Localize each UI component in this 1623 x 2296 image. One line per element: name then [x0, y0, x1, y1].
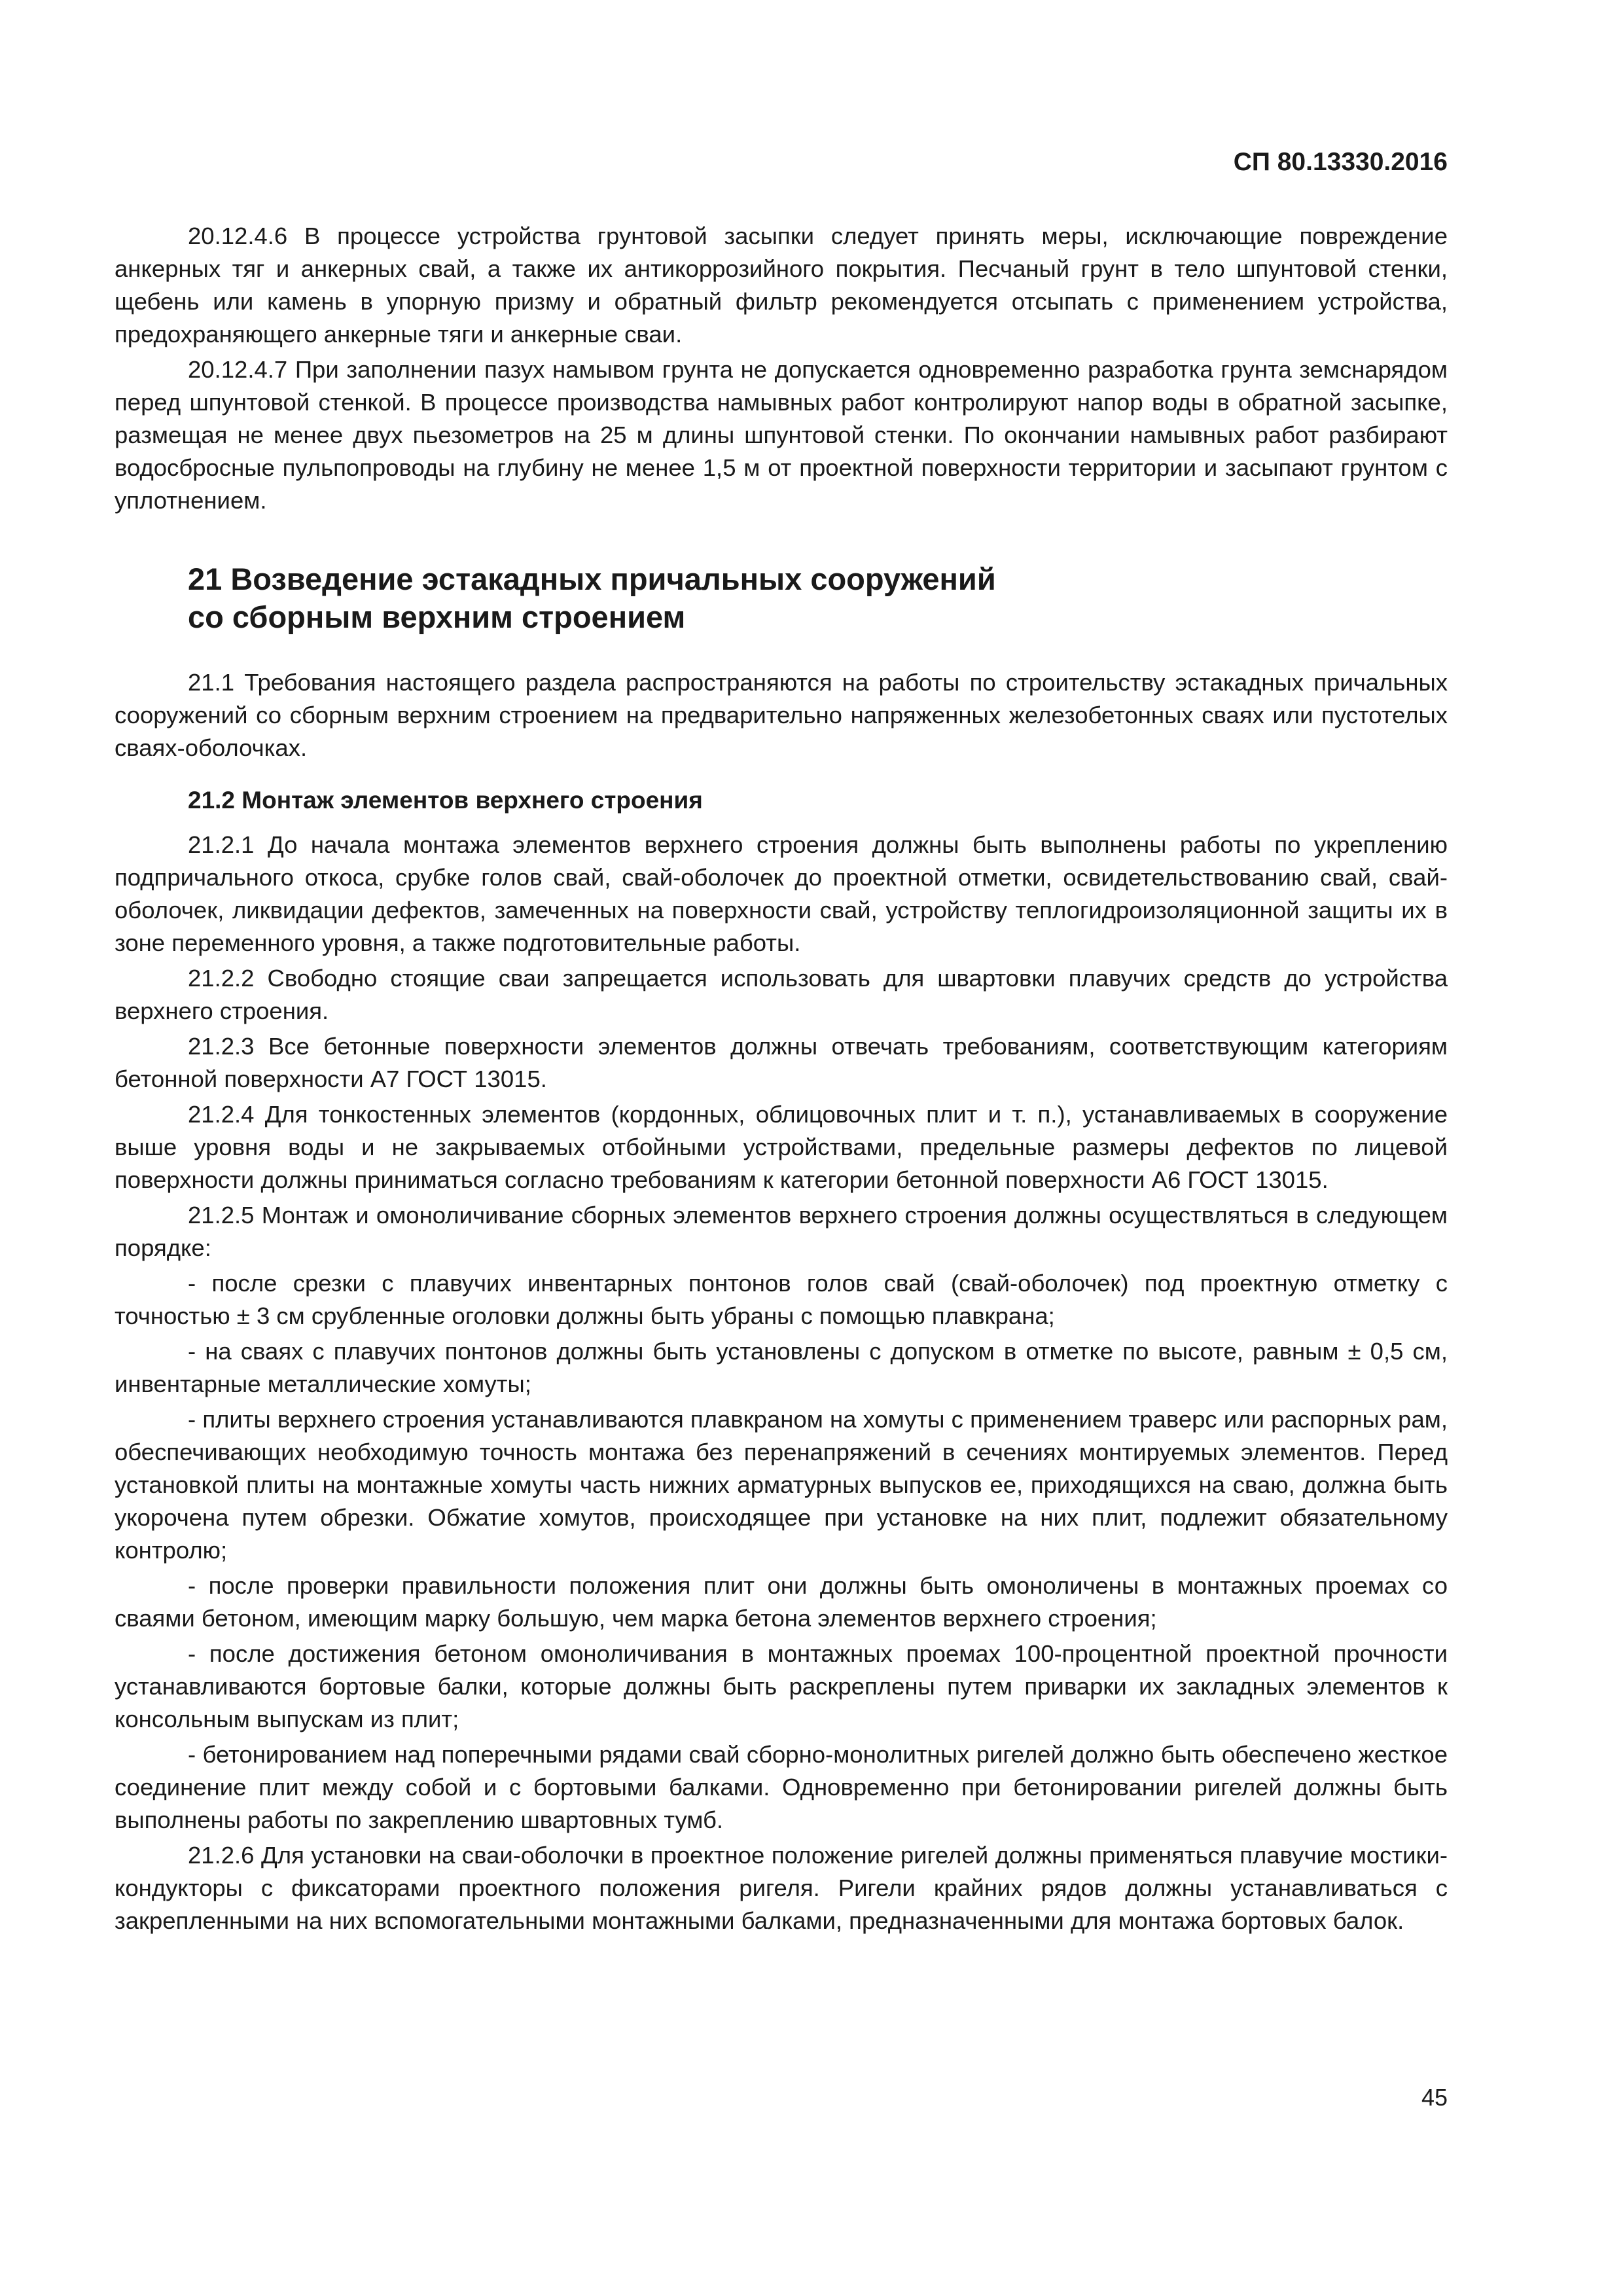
list-item: - плиты верхнего строения устанавливаются плавкраном на хомуты с применением траверс или распорных рам, обеспечивающих необходимую точность монтажа без перенапряжений в сечениях монтируемых элементов. Перед установкой плиты на монтажные хомуты часть нижних арматурных выпусков ее, приходящихся на сваю, должна быть укорочена путем обрезки. Обжатие хомутов, происходящее при установке на них плит, подлежит обязательному контролю;	[115, 1406, 1448, 1564]
page-number: 45	[1421, 2084, 1448, 2111]
list-item: - после достижения бетоном омоноличивания в монтажных проемах 100-процентной проектной прочности устанавливаются бортовые балки, которые должны быть раскреплены путем приварки их закладных элементов к консольным выпускам из плит;	[115, 1640, 1448, 1732]
paragraph-20-12-4-7: 20.12.4.7 При заполнении пазух намывом грунта не допускается одновременно разработка грунта земснарядом перед шпунтовой стенкой. В процессе производства намывных работ контролируют напор воды в обратной засыпке, размещая не менее двух пьезометров на 25 м длины шпунтовой стенки. По окончании намывных работ разбирают водосбросные пульпопроводы на глубину не менее 1,5 м от проектной поверхности территории и засыпают грунтом с уплотнением.	[115, 356, 1448, 514]
section-title-line-1: 21 Возведение эстакадных причальных сооружений	[188, 562, 996, 596]
list-item: - бетонированием над поперечными рядами свай сборно-монолитных ригелей должно быть обеспечено жесткое соединение плит между собой и с бортовыми балками. Одновременно при бетонировании ригелей должны быть выполнены работы по закреплению швартовных тумб.	[115, 1741, 1448, 1833]
list-item: - на сваях с плавучих понтонов должны быть установлены с допуском в отметке по высоте, равным ± 0,5 см, инвентарные металлические хомуты;	[115, 1338, 1448, 1397]
section-title	[188, 560, 1448, 636]
paragraph-21-2-4: 21.2.4 Для тонкостенных элементов (кордонных, облицовочных плит и т. п.), устанавливаемых в сооружение выше уровня воды и не закрываемых отбойными устройствами, предельные размеры дефектов по лицевой поверхности должны приниматься согласно требованиям к категории бетонной поверхности А6 ГОСТ 13015.	[115, 1101, 1448, 1193]
document-code-header: СП 80.13330.2016	[1233, 148, 1448, 176]
paragraph-21-2-1: 21.2.1 До начала монтажа элементов верхнего строения должны быть выполнены работы по укреплению подпричального откоса, срубке голов свай, свай-оболочек до проектной отметки, освидетельствованию свай, свай-оболочек, ликвидации дефектов, замеченных на поверхности свай, устройству теплогидроизоляционной защиты их в зоне переменного уровня, а также подготовительные работы.	[115, 831, 1448, 956]
subsection-title: 21.2 Монтаж элементов верхнего строения	[188, 787, 703, 814]
paragraph-21-2-6: 21.2.6 Для установки на сваи-оболочки в проектное положение ригелей должны применяться плавучие мостики-кондукторы с фиксаторами проектного положения ригеля. Ригели крайних рядов должны устанавливаться с закрепленными на них вспомогательными монтажными балками, предназначенными для монтажа бортовых балок.	[115, 1842, 1448, 1934]
paragraph-21-2-3: 21.2.3 Все бетонные поверхности элементов должны отвечать требованиям, соответствующим категориям бетонной поверхности А7 ГОСТ 13015.	[115, 1033, 1448, 1092]
page-content	[115, 220, 1448, 1937]
paragraph-21-2-2: 21.2.2 Свободно стоящие сваи запрещается использовать для швартовки плавучих средств до устройства верхнего строения.	[115, 965, 1448, 1024]
section-title-line-2: со сборным верхним строением	[188, 600, 686, 634]
paragraph-21-1: 21.1 Требования настоящего раздела распространяются на работы по строительству эстакадных причальных сооружений со сборным верхним строением на предварительно напряженных железобетонных сваях или пустотелых сваях-оболочках.	[115, 669, 1448, 761]
list-item: - после проверки правильности положения плит они должны быть омоноличены в монтажных проемах со сваями бетоном, имеющим марку большую, чем марка бетона элементов верхнего строения;	[115, 1572, 1448, 1632]
paragraph-21-2-5: 21.2.5 Монтаж и омоноличивание сборных элементов верхнего строения должны осуществляться в следующем порядке:	[115, 1202, 1448, 1261]
paragraph-20-12-4-6: 20.12.4.6 В процессе устройства грунтовой засыпки следует принять меры, исключающие повреждение анкерных тяг и анкерных свай, а также их антикоррозийного покрытия. Песчаный грунт в тело шпунтовой стенки, щебень или камень в упорную призму и обратный фильтр рекомендуется отсыпать с применением устройства, предохраняющего анкерные тяги и анкерные сваи.	[115, 223, 1448, 348]
list-item: - после срезки с плавучих инвентарных понтонов голов свай (свай-оболочек) под проектную отметку с точностью ± 3 см срубленные оголовки должны быть убраны с помощью плавкрана;	[115, 1270, 1448, 1329]
